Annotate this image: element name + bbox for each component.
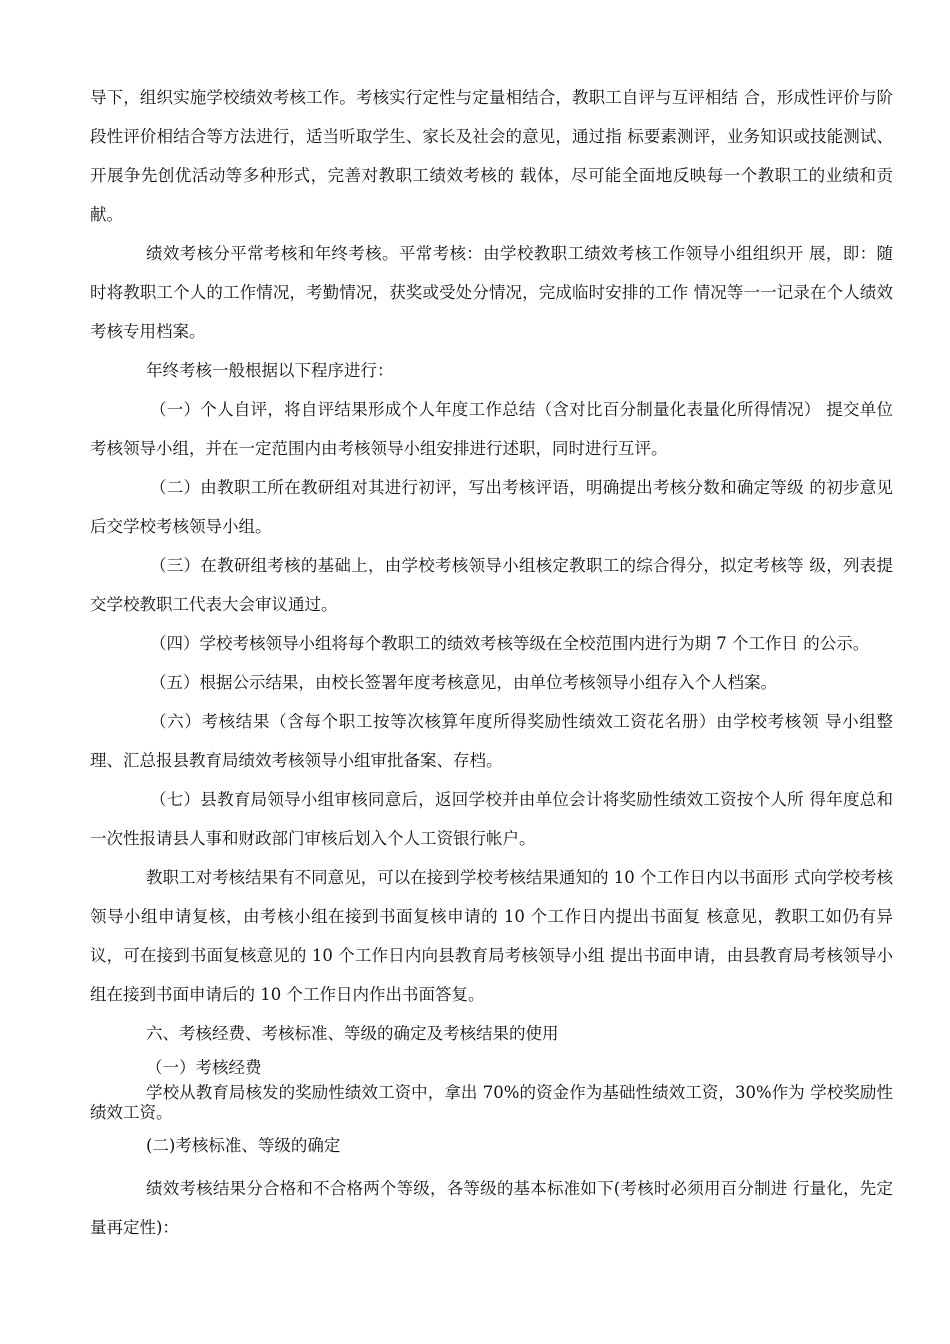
- procedure-item-1: （一）个人自评，将自评结果形成个人年度工作总结（含对比百分制量化表量化所得情况） 提交单位考核领导小组，并在一定范围内由考核领导小组安排进行述职，同时进行互评。: [90, 400, 893, 458]
- paragraph-assessment-types: 绩效考核分平常考核和年终考核。平常考核：由学校教职工绩效考核工作领导小组组织开 展，即：随时将教职工个人的工作情况，考勤情况，获奖或受处分情况，完成临时安排的工作 情况等一一记录在个人绩效考核专用档案。: [90, 244, 893, 341]
- paragraph-annual-procedure-intro: 年终考核一般根据以下程序进行：: [146, 361, 394, 380]
- procedure-item-7: （七）县教育局领导小组审核同意后，返回学校并由单位会计将奖励性绩效工资按个人所 得年度总和一次性报请县人事和财政部门审核后划入个人工资银行帐户。: [90, 790, 893, 848]
- paragraph-funding: 学校从教育局核发的奖励性绩效工资中，拿出 70%的资金作为基础性绩效工资，30%作为 学校奖励性绩效工资。: [90, 1083, 893, 1122]
- document-page: [90, 78, 893, 1247]
- paragraph-standards: 绩效考核结果分合格和不合格两个等级，各等级的基本标准如下(考核时必须用百分制进 行量化，先定量再定性)：: [90, 1179, 893, 1237]
- procedure-item-5: （五）根据公示结果，由校长签署年度考核意见，由单位考核领导小组存入个人档案。: [150, 673, 777, 692]
- section-heading-6: 六、考核经费、考核标准、等级的确定及考核结果的使用: [146, 1024, 559, 1043]
- paragraph-implementation: 导下，组织实施学校绩效考核工作。考核实行定性与定量相结合，教职工自评与互评相结 合，形成性评价与阶段性评价相结合等方法进行，适当听取学生、家长及社会的意见，通过指 标要素测评，业务知识或技能测试、开展争先创优活动等多种形式，完善对教职工绩效考核的 载体，尽可能全面地反映每一个教职工的业绩和贡献。: [90, 88, 893, 224]
- procedure-item-6: （六）考核结果（含每个职工按等次核算年度所得奖励性绩效工资花名册）由学校考核领 导小组整理、汇总报县教育局绩效考核领导小组审批备案、存档。: [90, 712, 893, 770]
- procedure-item-4: （四）学校考核领导小组将每个教职工的绩效考核等级在全校范围内进行为期 7 个工作日 的公示。: [150, 634, 870, 653]
- procedure-item-3: （三）在教研组考核的基础上，由学校考核领导小组核定教职工的综合得分，拟定考核等 级，列表提交学校教职工代表大会审议通过。: [90, 556, 893, 614]
- subheading-funding: （一）考核经费: [146, 1058, 262, 1077]
- subheading-standards: (二)考核标准、等级的确定: [146, 1136, 341, 1155]
- procedure-item-2: （二）由教职工所在教研组对其进行初评，写出考核评语，明确提出考核分数和确定等级 的初步意见后交学校考核领导小组。: [90, 478, 893, 536]
- paragraph-review-appeal: 教职工对考核结果有不同意见，可以在接到学校考核结果通知的 10 个工作日内以书面形 式向学校考核领导小组申请复核，由考核小组在接到书面复核申请的 10 个工作日内提出书面复 核意见，教职工如仍有异议，可在接到书面复核意见的 10 个工作日内向县教育局考核领导小组 提出书面申请，由县教育局考核领导小组在接到书面申请后的 10 个工作日内作出书面答复。: [90, 868, 893, 1004]
